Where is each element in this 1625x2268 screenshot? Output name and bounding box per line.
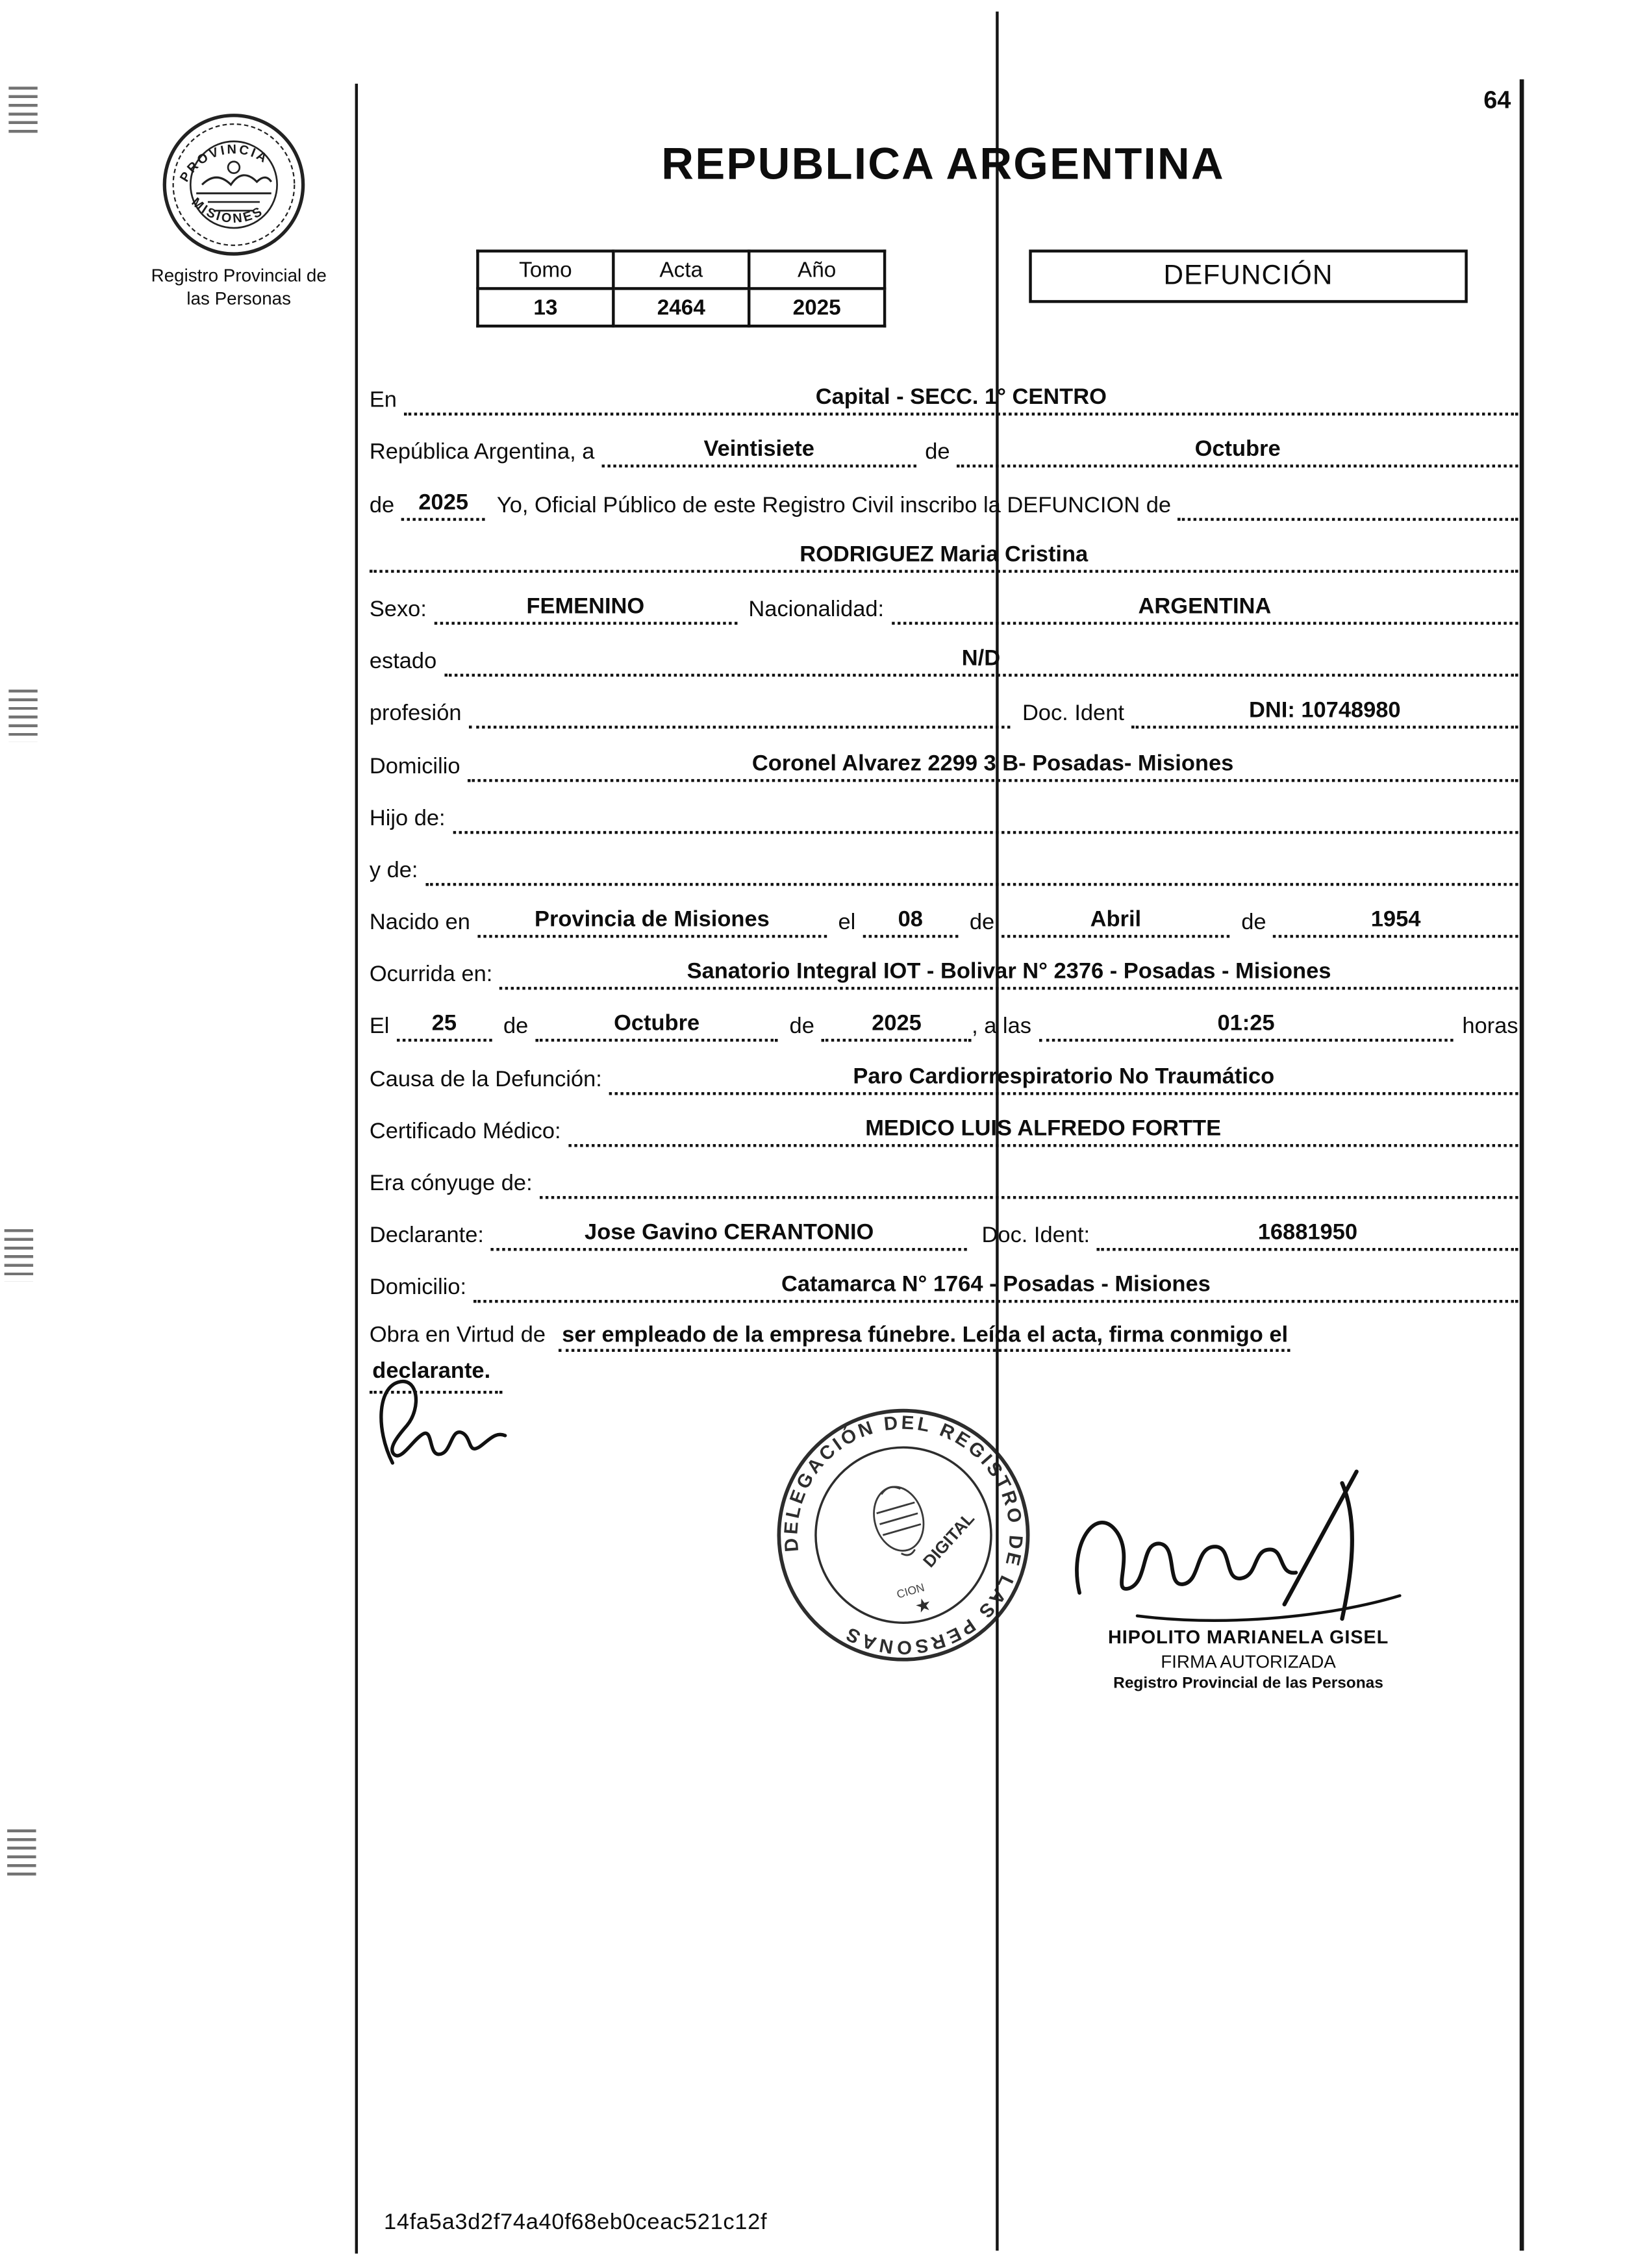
document-hash: 14fa5a3d2f74a40f68eb0ceac521c12f [384,2210,768,2235]
day-word-field: Veintisiete [602,438,916,468]
domicilio2-field: Catamarca N° 1764 - Posadas - Misiones [473,1273,1518,1304]
row-profesion-doc [370,677,1518,729]
ocurrida-en-label: Ocurrida en: [369,962,493,988]
record-table-value-ano: 2025 [749,288,885,326]
y-de-label: y de: [369,858,418,883]
row-cause [370,1042,1518,1094]
nacionalidad-field: ARGENTINA [891,594,1518,625]
hijo-de-field [453,804,1518,833]
scan-artifact [5,1229,33,1281]
record-table-value-tomo: 13 [477,288,613,326]
causa-field: Paro Cardiorrespiratorio No Traumático [609,1064,1518,1095]
row-hijo-de [370,781,1518,833]
left-border-line [355,84,358,2254]
deceased-name-field: RODRIGUEZ Maria Cristina [370,542,1518,573]
row-y-de [370,834,1518,886]
scan-artifact [8,86,37,138]
page-number: 64 [1483,86,1511,114]
record-table-value-acta: 2464 [613,288,749,326]
doc-ident2-label: Doc. Ident: [981,1223,1090,1249]
conyuge-field [540,1170,1518,1199]
nacido-en-label: Nacido en [369,910,470,935]
birth-month-field: Abril [1001,908,1229,938]
row-estado [370,625,1518,677]
stamp-ring-text: DELEGACIÓN DEL REGISTRO DE LAS PERSONAS [780,1412,1027,1658]
place-field: Capital - SECC. 1° CENTRO [404,386,1518,416]
official-name: HIPOLITO MARIANELA GISEL [1107,1626,1389,1648]
record-table-header-tomo: Tomo [477,251,613,289]
declarant-signature-icon [372,1371,516,1486]
profesion-label: profesión [369,701,462,727]
row-year-oficial [370,468,1518,520]
declarant-signature [372,1371,516,1486]
row-declarant-address [370,1251,1518,1303]
row-sex-nationality [370,573,1518,625]
row-death-place [370,938,1518,990]
de-label: de [369,492,395,517]
org-name-line1: Registro Provincial de [151,265,327,286]
en-label: En [369,388,397,413]
certificado-label: Certificado Médico: [369,1119,561,1144]
obra-text2-field: declarante. [370,1354,502,1394]
year-field: 2025 [401,490,485,521]
de-label: de [503,1015,529,1040]
doc-ident-label: Doc. Ident [1022,701,1124,727]
blank-field [1178,492,1518,520]
de-label: de [969,910,995,935]
authorized-signature-label: FIRMA AUTORIZADA [1161,1651,1336,1672]
registry-round-stamp [729,1360,1079,1710]
birth-day-field: 08 [863,908,958,938]
domicilio-field: Coronel Alvarez 2299 3 B- Posadas- Misiones [468,751,1518,782]
horas-label: horas [1462,1015,1518,1040]
provincial-seal-icon [144,110,323,260]
a-las-label: , a las [972,1015,1031,1040]
row-deceased-name [370,520,1518,572]
row-date-words [370,416,1518,467]
stamp-star-icon: ★ [912,1593,935,1617]
death-year-field: 2025 [822,1012,972,1043]
el-label: El [369,1015,390,1040]
record-reference-table [476,249,886,327]
right-border-line [1520,79,1524,2250]
document-type-box [1029,249,1467,303]
domicilio-label: Domicilio [369,753,460,779]
svg-text:PROVINCIA [177,142,271,184]
estado-label: estado [369,649,437,674]
provincial-seal [144,110,323,260]
row-death-date [370,990,1518,1042]
obra-text-field: ser empleado de la empresa fúnebre. Leída el acta, firma conmigo el [559,1323,1291,1352]
row-place [370,364,1518,416]
scan-artifact [7,1829,36,1881]
conyuge-label: Era cónyuge de: [369,1171,533,1197]
y-de-field [425,857,1518,886]
official-signature-icon [1057,1454,1426,1630]
birth-place-field: Provincia de Misiones [477,908,827,938]
record-table-header-acta: Acta [613,251,749,289]
doc-ident-field: DNI: 10748980 [1131,699,1518,729]
declarante-field: Jose Gavino CERANTONIO [491,1221,967,1251]
org-name [112,266,365,310]
hijo-de-label: Hijo de: [369,806,446,831]
seal-arc-top-text: PROVINCIA [177,142,271,185]
stamp-inner-small-text: CION [895,1580,926,1601]
death-month-field: Octubre [535,1012,777,1043]
certificado-field: MEDICO LUIS ALFREDO FORTTE [568,1116,1518,1147]
causa-label: Causa de la Defunción: [369,1067,602,1092]
sexo-field: FEMENINO [434,594,737,625]
scan-artifact [8,690,37,741]
registry-round-stamp-icon [729,1360,1079,1710]
registry-caption: Registro Provincial de las Personas [1113,1675,1383,1693]
record-table-value-row [477,288,885,326]
month-field: Octubre [957,438,1518,468]
estado-field: N/D [444,647,1518,677]
row-declarant [370,1199,1518,1251]
stamp-crest [866,1481,932,1562]
de-label: de [1241,910,1266,935]
document-title: REPUBLICA ARGENTINA [661,138,1225,190]
seal-arc-bottom-text: MISIONES [188,195,266,227]
death-place-field: Sanatorio Integral IOT - Bolivar N° 2376 - Posadas - Misiones [499,960,1518,990]
oficial-text: Yo, Oficial Público de este Registro Civil inscribo la DEFUNCION de [496,492,1172,517]
republica-label: República Argentina, a [369,440,595,466]
death-day-field: 25 [397,1012,492,1043]
death-time-field: 01:25 [1039,1012,1454,1043]
doc-ident2-field: 16881950 [1097,1221,1518,1251]
row-domicilio [370,729,1518,781]
row-spouse [370,1147,1518,1199]
official-signature [1057,1454,1426,1630]
svg-text:DELEGACIÓN DEL REGISTRO DE [752,1383,1056,1688]
document-type-label: DEFUNCIÓN [1163,260,1333,291]
certificate-form [370,364,1518,1394]
sexo-label: Sexo: [369,597,427,622]
record-table-header-ano: Año [749,251,885,289]
de-label: de [925,440,950,466]
stamp-inner-text: DIGITAL [919,1508,978,1571]
domicilio2-label: Domicilio: [369,1276,467,1301]
record-table-header-row [477,251,885,289]
nacionalidad-label: Nacionalidad: [748,597,885,622]
declarante-label: Declarante: [369,1223,484,1249]
obra-label: Obra en Virtud de [369,1323,546,1349]
signature-caption [1061,1625,1436,1695]
profesion-field [469,700,1011,729]
el-label: el [838,910,856,935]
birth-year-field: 1954 [1274,908,1518,938]
row-certificate [370,1095,1518,1147]
row-birth [370,886,1518,938]
de-label: de [789,1015,814,1040]
org-name-line2: las Personas [186,288,292,308]
